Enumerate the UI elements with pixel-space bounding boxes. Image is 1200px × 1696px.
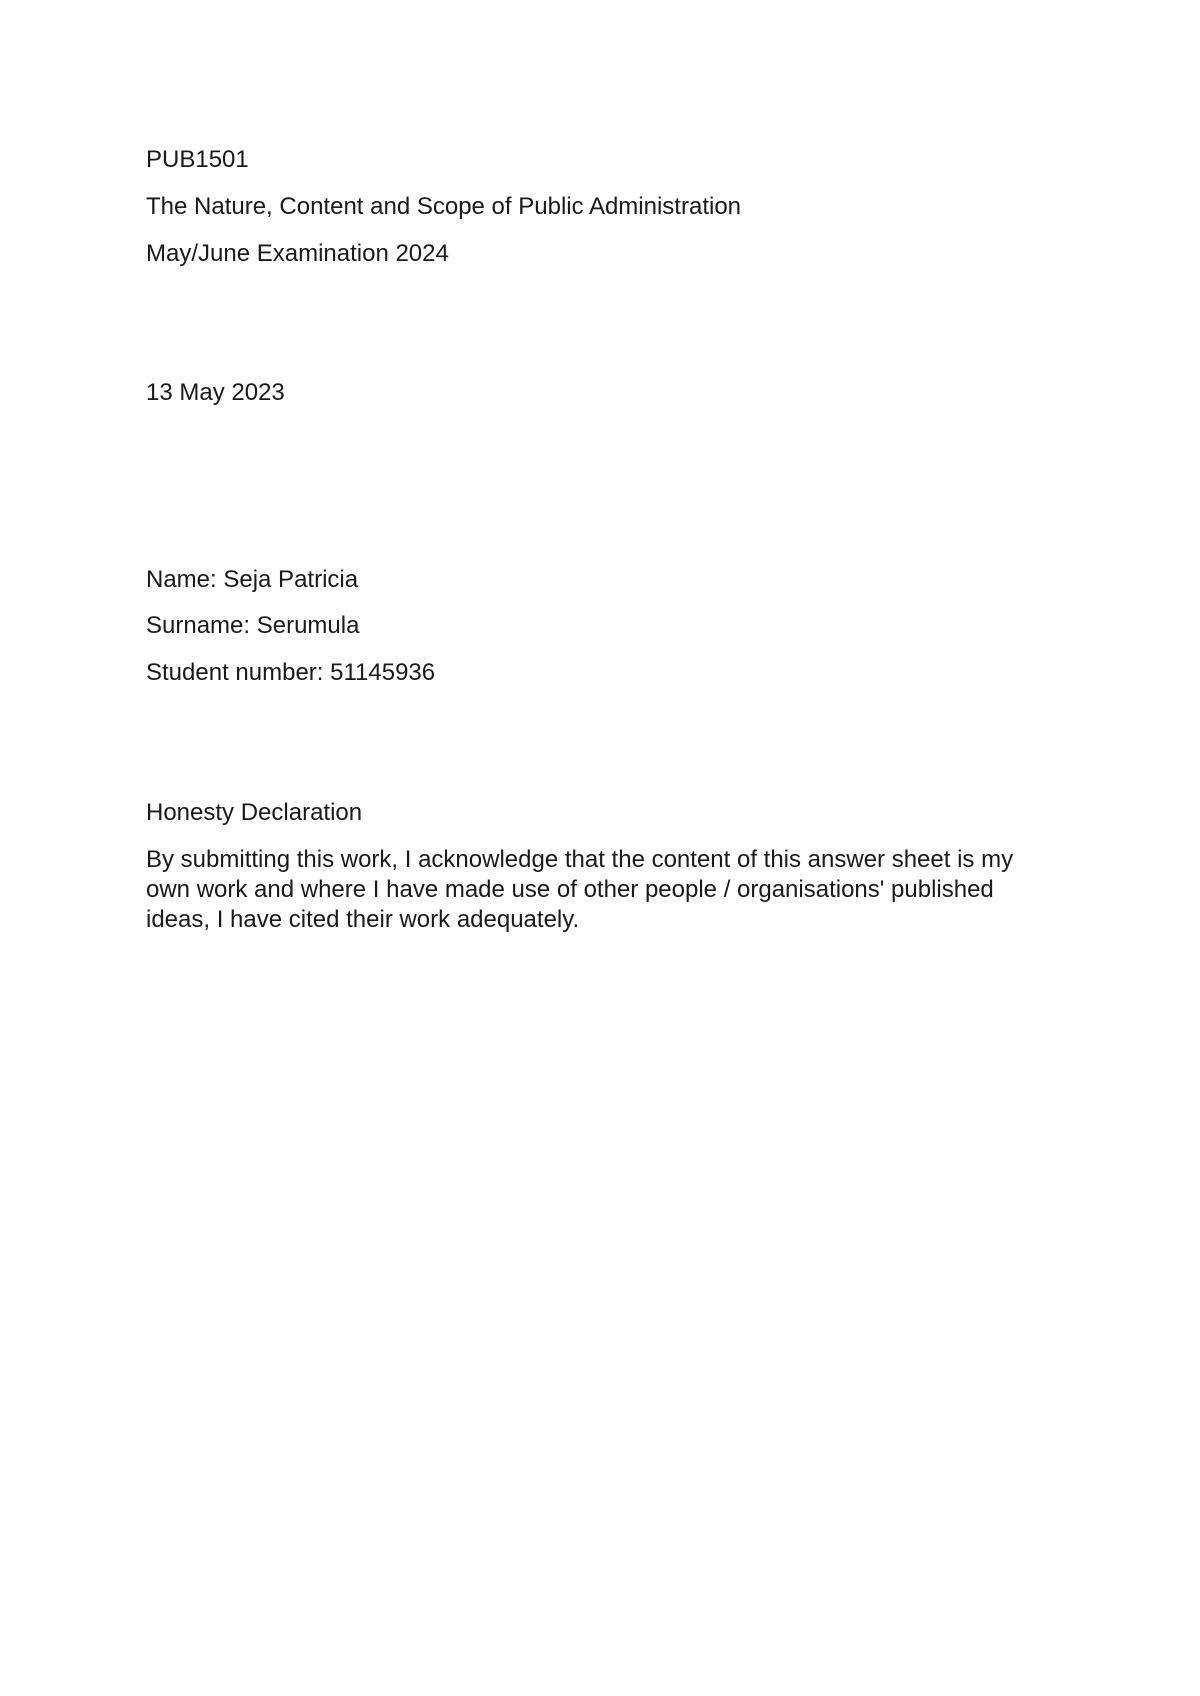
declaration-line: By submitting this work, I acknowledge that the content of this answer sheet is my	[146, 846, 1014, 873]
course-title: The Nature, Content and Scope of Public Administration	[146, 193, 742, 220]
declaration-heading: Honesty Declaration	[146, 799, 363, 826]
declaration-line: ideas, I have cited their work adequately.	[146, 906, 580, 933]
student-surname: Surname: Serumula	[146, 612, 360, 639]
document-date: 13 May 2023	[146, 379, 285, 406]
declaration-text	[146, 845, 1046, 935]
student-number: Student number: 51145936	[146, 659, 436, 686]
student-name: Name: Seja Patricia	[146, 566, 359, 593]
declaration-line: own work and where I have made use of other people / organisations' published	[146, 876, 994, 903]
course-code: PUB1501	[146, 146, 249, 173]
exam-session: May/June Examination 2024	[146, 240, 449, 267]
